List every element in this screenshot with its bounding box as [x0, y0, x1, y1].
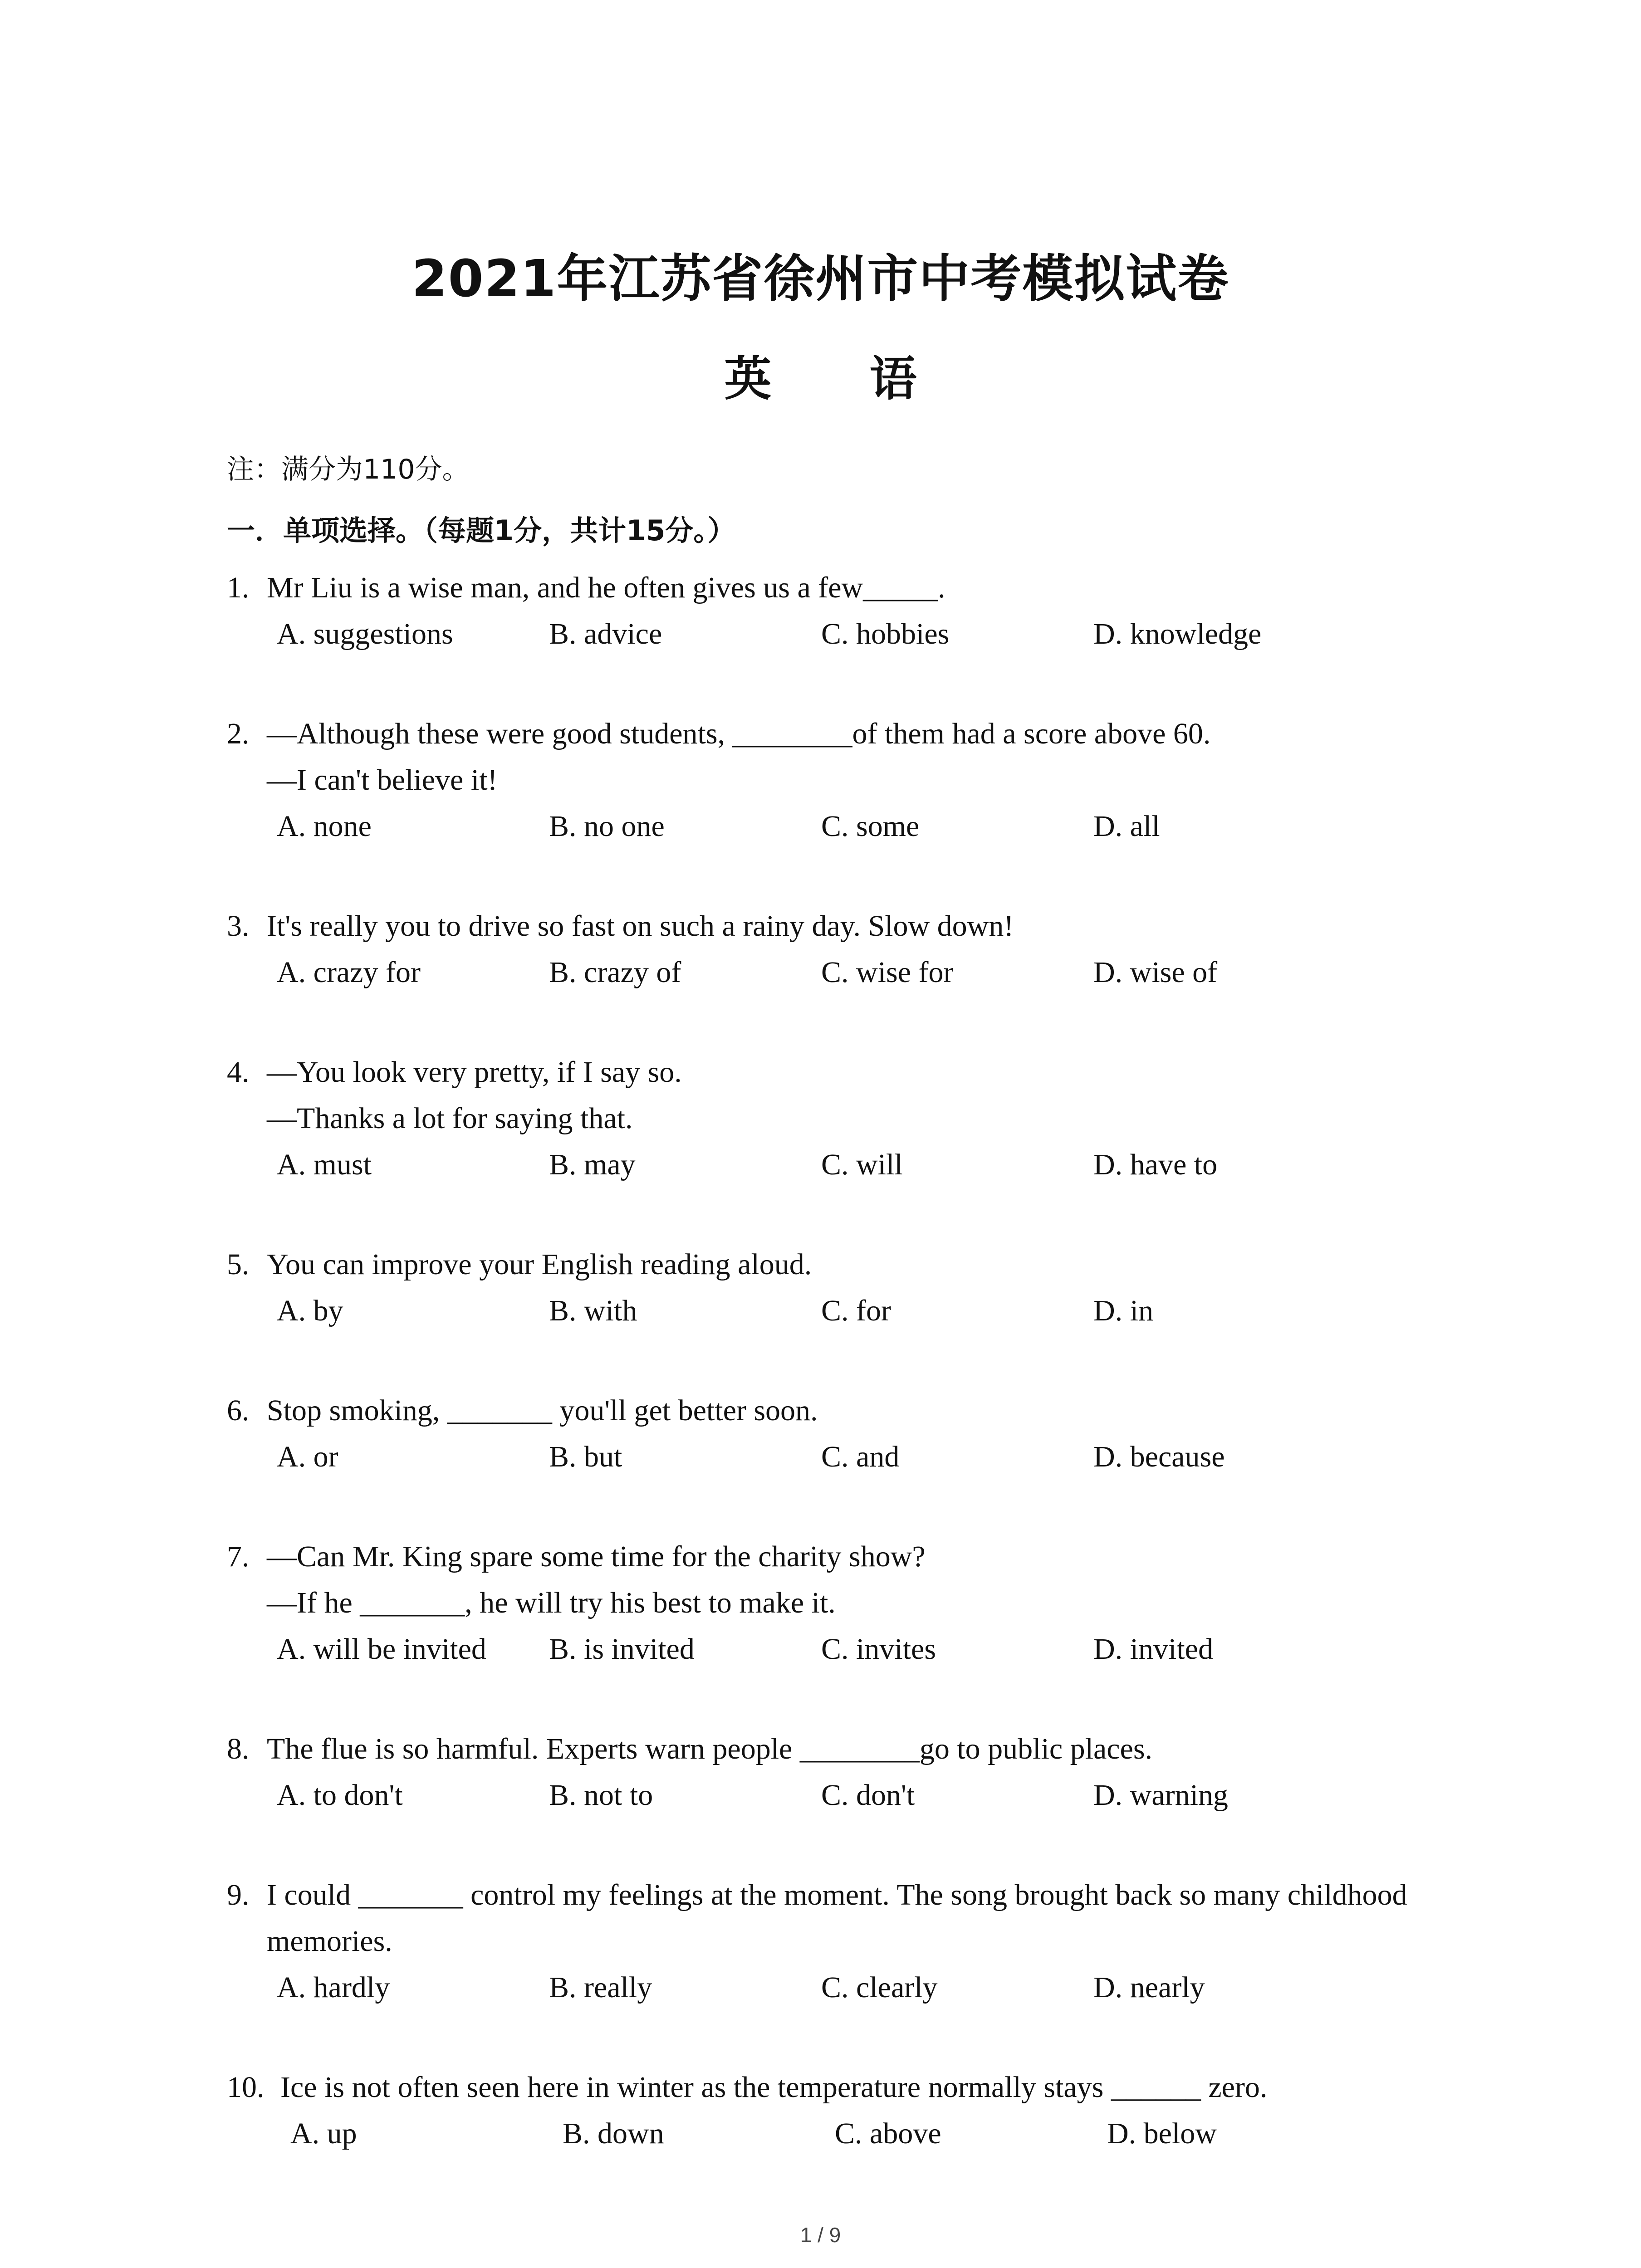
- question-item: [227, 1242, 1452, 1334]
- question-number: 1.: [227, 571, 250, 604]
- question-list: [227, 565, 1452, 2210]
- answer-option: B. no one: [549, 810, 665, 843]
- answer-options: [227, 949, 1452, 996]
- question-text: I could _______ control my feelings at the moment. The song brought back so many childhood: [267, 1878, 1407, 1911]
- question-item: [227, 1534, 1452, 1672]
- answer-options: [227, 803, 1452, 850]
- answer-option: C. hobbies: [821, 617, 950, 650]
- subject-heading: 英 语: [724, 351, 958, 406]
- answer-options: [227, 611, 1452, 657]
- answer-option: D. because: [1093, 1440, 1225, 1473]
- question-number: 3.: [227, 909, 250, 943]
- answer-option: A. up: [290, 2117, 357, 2150]
- question-item: [227, 711, 1452, 850]
- question-text: Mr Liu is a wise man, and he often gives us a few_____.: [267, 571, 945, 604]
- question-text: Stop smoking, _______ you'll get better soon.: [267, 1394, 818, 1427]
- answer-options: [227, 1772, 1452, 1818]
- question-item: [227, 903, 1452, 996]
- page-number: 1 / 9: [800, 2223, 841, 2247]
- question-item: [227, 1049, 1452, 1188]
- answer-option: B. really: [549, 1971, 652, 2004]
- question-item: [227, 1388, 1452, 1480]
- section-heading: 一．单项选择。（每题1分，共计15分。）: [227, 514, 736, 547]
- answer-option: A. or: [277, 1440, 338, 1473]
- answer-option: D. knowledge: [1093, 617, 1262, 650]
- answer-option: C. and: [821, 1440, 900, 1473]
- answer-option: C. will: [821, 1148, 903, 1181]
- question-text-line: memories.: [267, 1925, 392, 1958]
- answer-option: C. wise for: [821, 956, 954, 989]
- answer-option: B. but: [549, 1440, 622, 1473]
- answer-option: C. some: [821, 810, 920, 843]
- question-number: 4.: [227, 1056, 250, 1089]
- answer-option: D. warning: [1093, 1779, 1228, 1812]
- question-number: 8.: [227, 1732, 250, 1765]
- answer-option: A. hardly: [277, 1971, 390, 2004]
- question-number: 7.: [227, 1540, 250, 1573]
- answer-option: D. invited: [1093, 1633, 1213, 1666]
- question-text: Ice is not often seen here in winter as the temperature normally stays ______ zero.: [280, 2071, 1268, 2104]
- answer-options: [227, 1142, 1452, 1188]
- question-text: —Although these were good students, ________of them had a score above 60.: [267, 717, 1211, 750]
- question-item: [227, 2064, 1452, 2157]
- answer-options: [227, 1626, 1452, 1672]
- question-number: 10.: [227, 2071, 265, 2104]
- answer-option: D. have to: [1093, 1148, 1218, 1181]
- answer-option: B. not to: [549, 1779, 653, 1812]
- answer-option: C. don't: [821, 1779, 915, 1812]
- answer-option: A. by: [277, 1294, 343, 1327]
- answer-options: [227, 1288, 1452, 1334]
- question-item: [227, 1726, 1452, 1818]
- answer-option: A. none: [277, 810, 372, 843]
- score-note: 注：满分为110分。: [227, 454, 470, 485]
- exam-title: 2021年江苏省徐州市中考模拟试卷: [411, 249, 1230, 308]
- answer-option: A. to don't: [277, 1779, 403, 1812]
- answer-option: B. is invited: [549, 1633, 695, 1666]
- answer-option: B. down: [563, 2117, 664, 2150]
- answer-option: C. invites: [821, 1633, 936, 1666]
- question-number: 6.: [227, 1394, 250, 1427]
- question-number: 9.: [227, 1878, 250, 1911]
- answer-option: D. wise of: [1093, 956, 1218, 989]
- answer-option: D. nearly: [1093, 1971, 1205, 2004]
- answer-options: [227, 2111, 1452, 2157]
- question-item: [227, 1872, 1452, 2011]
- answer-option: A. crazy for: [277, 956, 421, 989]
- question-text: —Can Mr. King spare some time for the charity show?: [267, 1540, 926, 1573]
- question-text-line: —If he _______, he will try his best to make it.: [267, 1586, 836, 1619]
- answer-option: A. must: [277, 1148, 372, 1181]
- question-text-line: —I can't believe it!: [267, 763, 498, 797]
- question-text: You can improve your English reading aloud.: [267, 1248, 812, 1281]
- question-text: The flue is so harmful. Experts warn people ________go to public places.: [267, 1732, 1153, 1765]
- answer-option: D. in: [1093, 1294, 1153, 1327]
- answer-option: D. below: [1107, 2117, 1217, 2150]
- question-number: 2.: [227, 717, 250, 750]
- question-text: It's really you to drive so fast on such a rainy day. Slow down!: [267, 909, 1014, 943]
- question-number: 5.: [227, 1248, 250, 1281]
- answer-option: A. will be invited: [277, 1633, 486, 1666]
- answer-options: [227, 1434, 1452, 1480]
- answer-option: B. advice: [549, 617, 662, 650]
- answer-option: B. crazy of: [549, 956, 681, 989]
- answer-option: C. for: [821, 1294, 891, 1327]
- answer-option: D. all: [1093, 810, 1160, 843]
- answer-option: B. with: [549, 1294, 637, 1327]
- answer-option: C. clearly: [821, 1971, 938, 2004]
- answer-option: B. may: [549, 1148, 636, 1181]
- answer-options: [227, 1965, 1452, 2011]
- question-text: —You look very pretty, if I say so.: [267, 1056, 682, 1089]
- question-item: [227, 565, 1452, 657]
- answer-option: A. suggestions: [277, 617, 453, 650]
- question-text-line: —Thanks a lot for saying that.: [267, 1102, 633, 1135]
- answer-option: C. above: [835, 2117, 941, 2150]
